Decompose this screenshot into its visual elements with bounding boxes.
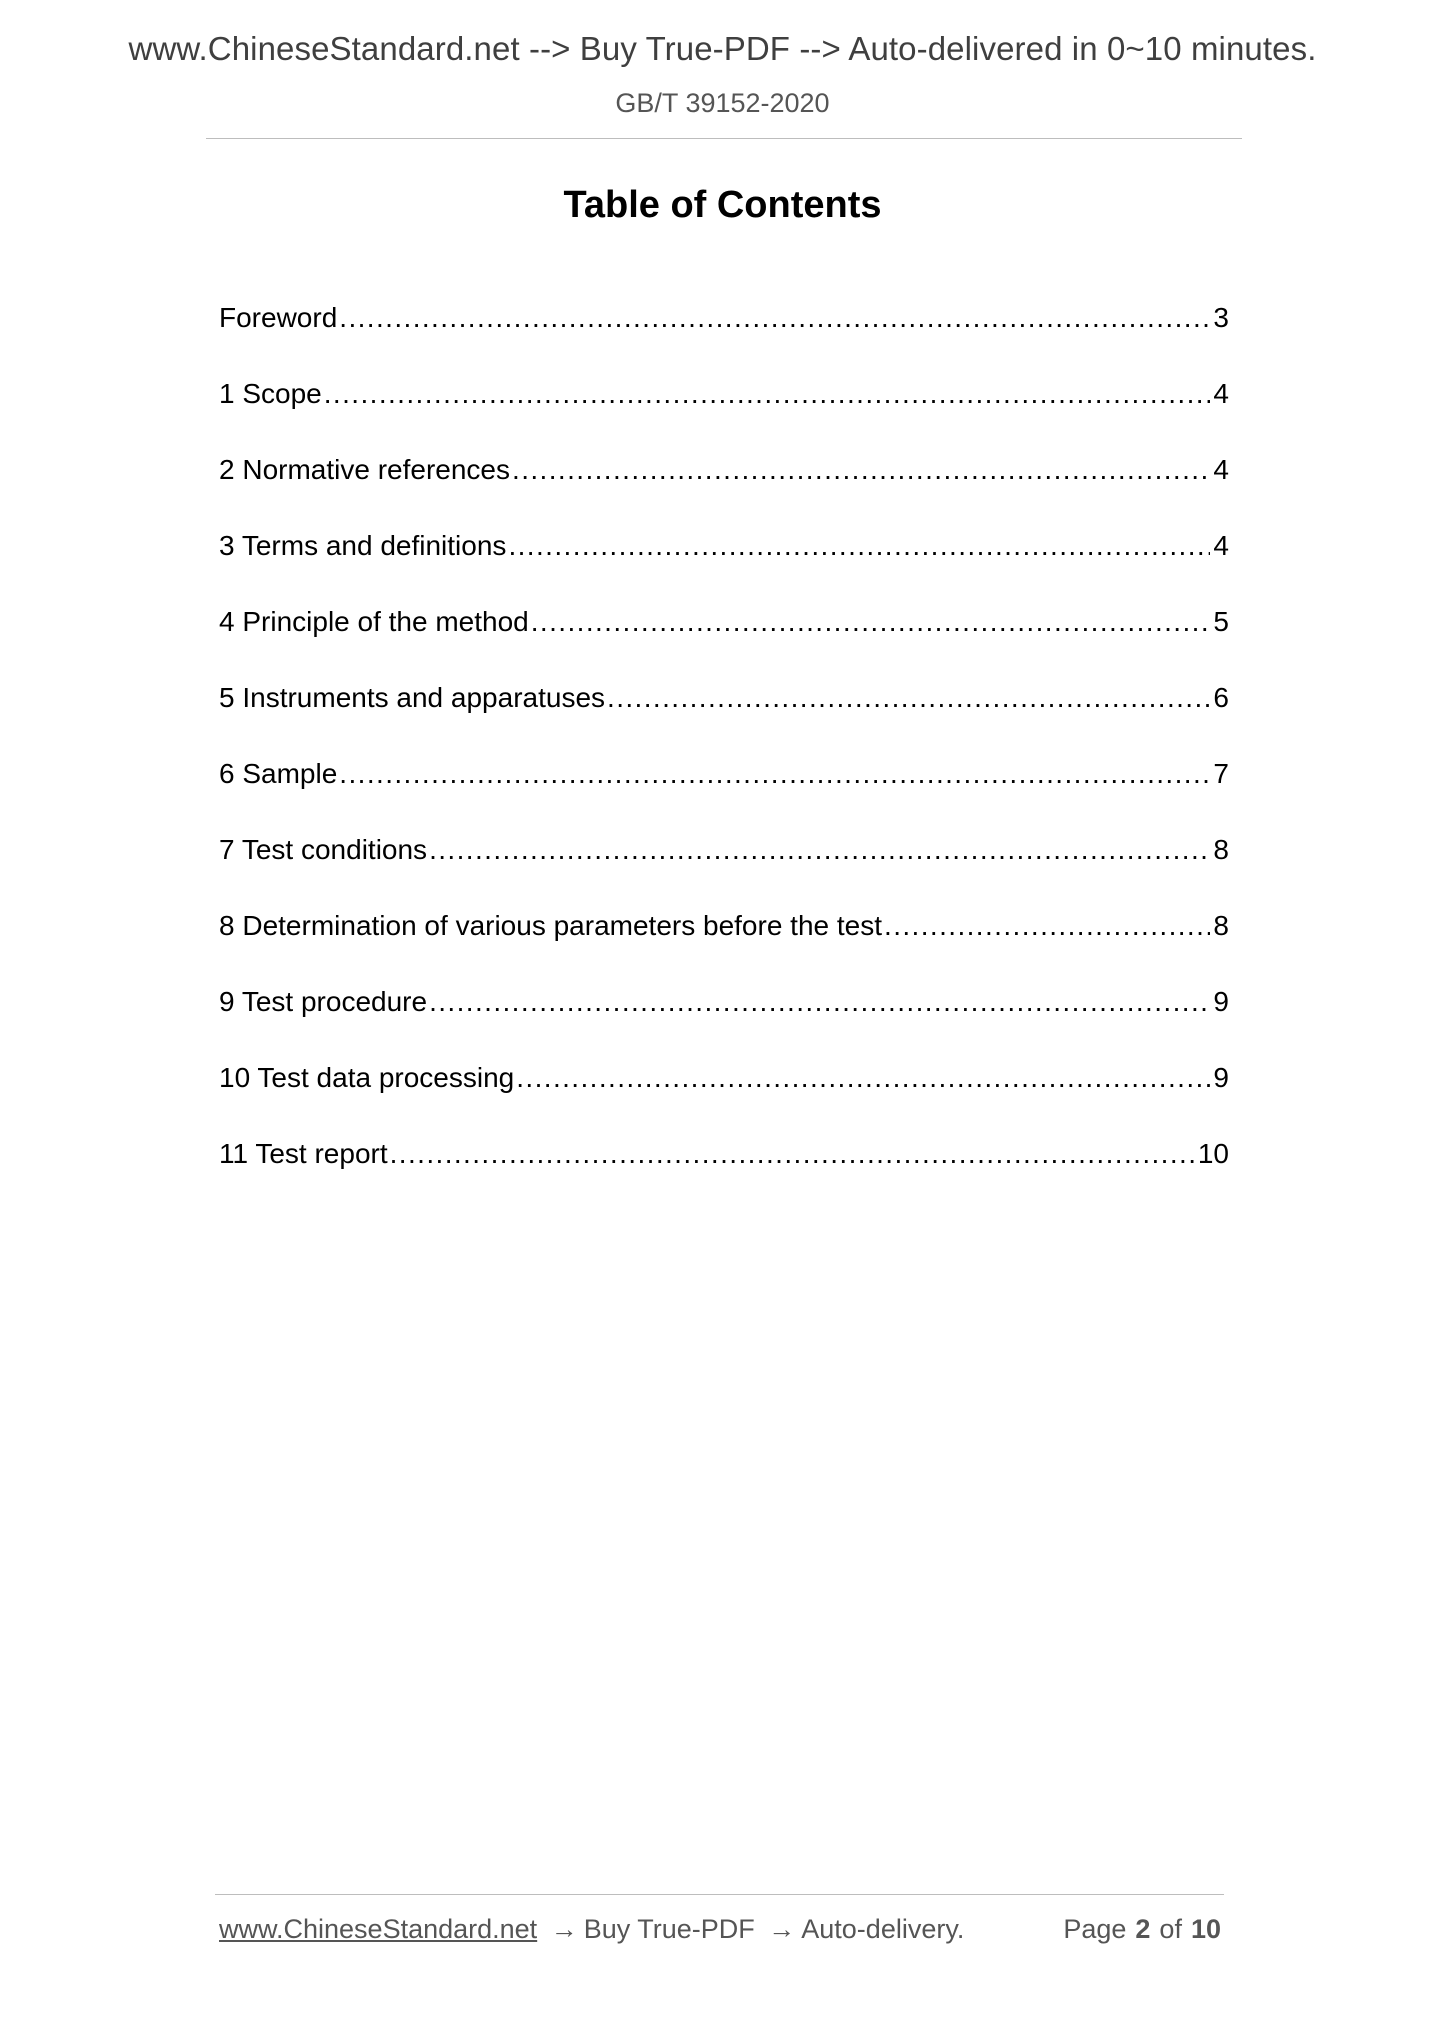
toc-entry-terms-and-definitions[interactable] — [219, 530, 1229, 606]
toc-entry-test-conditions[interactable] — [219, 834, 1229, 910]
toc-entry-label: 4 Principle of the method — [219, 606, 529, 637]
toc-dot-leader — [339, 758, 1210, 790]
toc-dot-leader — [531, 606, 1211, 638]
toc-entry-page: 4 — [1213, 378, 1229, 409]
toc-entry-test-data-processing[interactable] — [219, 1062, 1229, 1138]
toc-dot-leader — [884, 910, 1210, 942]
page-total: 10 — [1190, 1914, 1221, 1944]
toc-dot-leader — [390, 1138, 1195, 1170]
toc-entry-scope[interactable] — [219, 378, 1229, 454]
toc-dot-leader — [607, 682, 1210, 714]
toc-entry-label: 11 Test report — [219, 1138, 388, 1169]
toc-entry-page: 9 — [1213, 1062, 1229, 1093]
toc-entry-principle-of-method[interactable] — [219, 606, 1229, 682]
toc-entry-label: 6 Sample — [219, 758, 338, 789]
toc-entry-sample[interactable] — [219, 758, 1229, 834]
toc-entry-page: 9 — [1213, 986, 1229, 1017]
document-code: GB/T 39152-2020 — [615, 88, 830, 118]
toc-entry-label: 3 Terms and definitions — [219, 530, 507, 561]
toc-entry-label: 2 Normative references — [219, 454, 511, 485]
toc-entry-determination[interactable] — [219, 910, 1229, 986]
toc-entry-page: 3 — [1213, 302, 1229, 333]
toc-list — [219, 302, 1229, 1214]
toc-entry-foreword[interactable] — [219, 302, 1229, 378]
toc-dot-leader — [512, 454, 1210, 486]
toc-entry-label: 7 Test conditions — [219, 834, 428, 865]
toc-entry-page: 6 — [1213, 682, 1229, 713]
page-indicator — [1063, 1914, 1221, 1945]
toc-title: Table of Contents — [563, 184, 882, 226]
of-label: of — [1159, 1914, 1182, 1944]
toc-entry-label: 5 Instruments and apparatuses — [219, 682, 606, 713]
toc-entry-page: 7 — [1213, 758, 1229, 789]
toc-entry-test-procedure[interactable] — [219, 986, 1229, 1062]
toc-entry-page: 8 — [1213, 834, 1229, 865]
toc-dot-leader — [324, 378, 1211, 410]
page-label: Page — [1063, 1914, 1127, 1944]
header-banner: www.ChineseStandard.net --> Buy True-PDF --> Auto-delivered in 0~10 minutes. — [128, 30, 1317, 67]
arrow-right-icon: → — [768, 1914, 796, 1944]
header-divider — [206, 138, 1242, 139]
toc-entry-page: 10 — [1197, 1138, 1229, 1169]
footer-promo — [219, 1914, 964, 1945]
page-current: 2 — [1135, 1914, 1151, 1944]
toc-entry-label: Foreword — [219, 302, 338, 333]
toc-entry-page: 8 — [1213, 910, 1229, 941]
toc-entry-page: 4 — [1213, 530, 1229, 561]
toc-entry-test-report[interactable] — [219, 1138, 1229, 1214]
toc-dot-leader — [429, 986, 1210, 1018]
toc-dot-leader — [339, 302, 1210, 334]
toc-entry-label: 8 Determination of various parameters before the test — [219, 910, 883, 941]
toc-entry-instruments[interactable] — [219, 682, 1229, 758]
toc-dot-leader — [429, 834, 1210, 866]
footer-divider — [215, 1894, 1224, 1895]
toc-entry-label: 9 Test procedure — [219, 986, 428, 1017]
toc-entry-page: 4 — [1213, 454, 1229, 485]
page-footer — [219, 1914, 1221, 1954]
toc-entry-normative-references[interactable] — [219, 454, 1229, 530]
toc-entry-label: 1 Scope — [219, 378, 322, 409]
arrow-right-icon: → — [550, 1914, 578, 1944]
toc-dot-leader — [516, 1062, 1210, 1094]
footer-buy-text: Buy True-PDF — [583, 1914, 755, 1944]
footer-site-link[interactable]: www.ChineseStandard.net — [219, 1914, 538, 1944]
toc-entry-label: 10 Test data processing — [219, 1062, 515, 1093]
footer-delivery-text: Auto-delivery. — [801, 1914, 965, 1944]
toc-dot-leader — [508, 530, 1210, 562]
toc-entry-page: 5 — [1213, 606, 1229, 637]
